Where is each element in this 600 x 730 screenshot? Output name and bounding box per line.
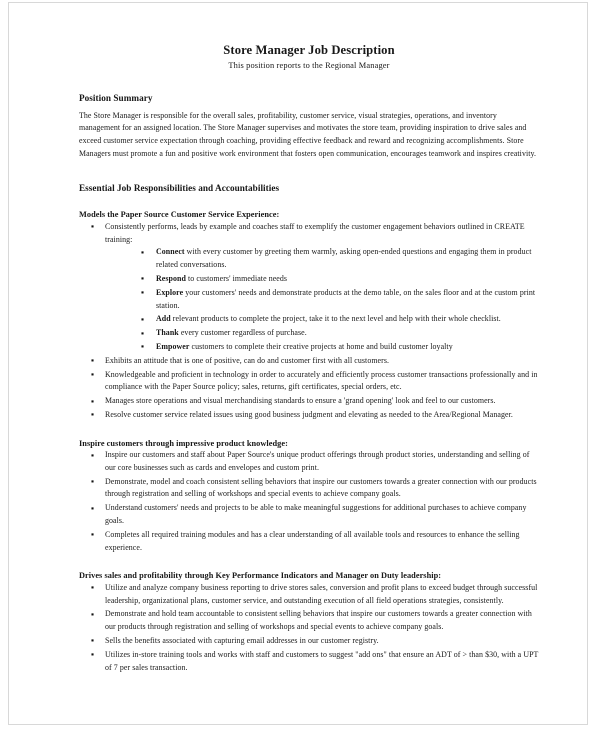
list-item [79,582,539,608]
list-item-text: with every customer by greeting them warmly, asking open-ended questions and engaging them in product related conversations. [156,247,532,270]
list-item-text: to customers' immediate needs [185,273,288,283]
list-item-lead: Thank [156,328,179,338]
list-item [105,273,539,286]
bullet-list-drives-sales [79,582,539,675]
list-item [79,221,539,354]
list-item-text: Resolve customer service related issues using good business judgment and elevating as needed to the Area/Regional Manager. [105,409,513,419]
list-item-text: Completes all required training modules and has a clear understanding of all available tools and resources to enhance the selling experience. [105,529,520,552]
list-item [105,327,539,340]
subsection-heading-drives-sales: Drives sales and profitability through Key Performance Indicators and Manager on Duty leadership: [79,571,442,581]
document-content [79,43,539,675]
list-item-lead: Connect [156,247,185,257]
list-item-text: Exhibits an attitude that is one of positive, can do and customer first with all customers. [105,355,390,365]
list-item-text: Manages store operations and visual merchandising standards to ensure a 'grand opening' look and feel to our customers. [105,396,496,406]
list-item-text: Demonstrate, model and coach consistent selling behaviors that inspire our customers towards a greater connection with our products through registration and selling of workshops and special events to achieve company goals. [105,476,537,499]
bullet-list-inspire-customers [79,449,539,554]
list-item [105,246,539,272]
subsection-heading-models-service: Models the Paper Source Customer Service Experience: [79,210,280,220]
sub-bullet-list-create [105,246,539,353]
list-item [79,635,539,648]
list-item-lead: Explore [156,287,184,297]
list-item-text: Utilize and analyze company business reporting to drive stores sales, conversion and profit plans to exceed budget through successful leadership, organizational plans, customer service, and outstanding execution of all field operations strategies, consistently. [105,582,538,605]
bullet-list-models-service [79,221,539,422]
page-subtitle: This position reports to the Regional Manager [228,61,390,71]
list-item-text: Inspire our customers and staff about Paper Source's unique product offerings through product stories, understanding and selling of our core businesses such as cards and envelopes and custom print. [105,450,530,472]
spacer [79,71,539,93]
list-item-lead: Add [156,314,171,324]
spacer [79,423,539,439]
list-item [105,313,539,326]
spacer [79,194,539,210]
position-summary-body: The Store Manager is responsible for the overall sales, profitability, customer service, visual strategies, operations, and inventory management for an assigned location. The Store Manager supervises and motivates the store team, providing inspiration to drive sales and exceed customer service expectation through coaching, providing effective feedback and reward and recognizing accomplishments. Store Managers must promote a fun and positive work environment that fosters open communication, encourages teamwork and inspires creativity. [79,110,537,159]
list-item [79,476,539,502]
section-heading-position-summary: Position Summary [79,93,153,104]
list-item-lead: Empower [156,341,190,351]
page-title: Store Manager Job Description [223,43,395,57]
list-item-text: Sells the benefits associated with capturing email addresses in our customer registry. [105,635,379,645]
subsection-heading-inspire-customers: Inspire customers through impressive product knowledge: [79,438,288,448]
list-item [79,608,539,634]
document-page [8,2,588,725]
list-item [79,502,539,528]
list-item [79,355,539,368]
list-item [79,369,539,395]
list-item [105,287,539,313]
list-item-text: relevant products to complete the project, take it to the next level and help with their whole checklist. [170,314,501,324]
list-item-text: your customers' needs and demonstrate products at the demo table, on the sales floor and at the custom print station. [156,287,536,310]
list-item-lead: Respond [156,273,186,283]
list-item [79,395,539,408]
list-item-text: every customer regardless of purchase. [178,328,307,338]
list-item [79,409,539,422]
list-item-text: Understand customers' needs and projects to be able to make meaningful suggestions for additional purchases to achieve company goals. [105,503,527,526]
spacer [79,161,539,183]
list-item [105,341,539,354]
section-heading-responsibilities: Essential Job Responsibilities and Accountabilities [79,182,280,193]
list-item-text: Knowledgeable and proficient in technology in order to accurately and efficiently process customer transactions professionally and in compliance with the Paper Source policy; sales, returns, gift certificates, special orders, etc. [105,369,538,392]
list-item [79,649,539,675]
list-item-text: Utilizes in-store training tools and works with staff and customers to suggest "add ons" that ensure an ADT of > than $30, with a UPT of 7 per sales transaction. [105,649,539,672]
list-item-text: Demonstrate and hold team accountable to consistent selling behaviors that inspire our customers towards a greater connection with our products through registration and selling of workshops and special events to achieve company goals. [105,609,532,632]
list-item-text: customers to complete their creative projects at home and build customer loyalty [189,341,453,351]
list-item [79,529,539,555]
list-item-text: Consistently performs, leads by example and coaches staff to exemplify the customer engagement behaviors outlined in CREATE training: [105,221,525,244]
spacer [79,555,539,571]
list-item [79,449,539,475]
